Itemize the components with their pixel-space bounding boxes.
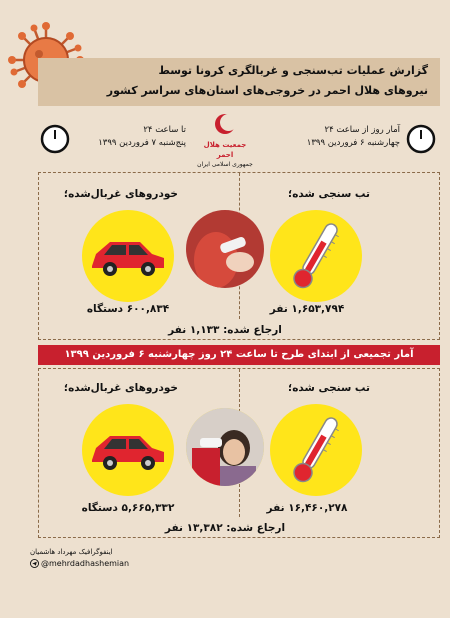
daily-screened-value: ۱,۶۵۳,۷۹۴ نفر bbox=[269, 303, 345, 315]
logo-subtitle: جمهوری اسلامی ایران bbox=[197, 161, 253, 168]
clock-icon bbox=[40, 124, 70, 154]
car-circle bbox=[82, 210, 174, 302]
car-icon bbox=[82, 210, 174, 302]
daily-referred: ارجاع شده: ۱,۱۳۳ نفر bbox=[168, 324, 282, 336]
thermometer-icon bbox=[270, 404, 362, 496]
daily-vehicles-value: ۶۰۰,۸۳۴ دستگاه bbox=[86, 303, 170, 315]
thermometer-circle bbox=[270, 404, 362, 496]
crescent-icon bbox=[213, 112, 237, 136]
credit-handle-row bbox=[30, 559, 129, 568]
period-end-time: تا ساعت ۲۴ bbox=[143, 125, 186, 135]
thermometer-icon bbox=[270, 210, 362, 302]
cumulative-referred: ارجاع شده: ۱۳,۳۸۲ نفر bbox=[164, 522, 286, 534]
title-line-1: گزارش عملیات تب‌سنجی و غربالگری کرونا توسط bbox=[158, 64, 428, 77]
title-box bbox=[38, 58, 440, 106]
credit-handle[interactable]: @mehrdadhashemian bbox=[41, 559, 130, 568]
period-end bbox=[76, 124, 186, 150]
period-end-date: پنج‌شنبه ۷ فروردین ۱۳۹۹ bbox=[98, 138, 186, 148]
period-start-date: چهارشنبه ۶ فروردین ۱۳۹۹ bbox=[306, 138, 400, 148]
period-start bbox=[262, 124, 400, 150]
screening-photo bbox=[186, 408, 264, 486]
thermometer-circle bbox=[270, 210, 362, 302]
cumulative-screened-label: تب سنجی شده؛ bbox=[288, 382, 370, 394]
daily-screened-label: تب سنجی شده؛ bbox=[288, 188, 370, 200]
car-circle bbox=[82, 404, 174, 496]
cumulative-vehicles-value: ۵,۶۶۵,۳۳۲ دستگاه bbox=[81, 502, 175, 514]
cumulative-screened-value: ۱۶,۴۶۰,۲۷۸ نفر bbox=[266, 502, 348, 514]
car-icon bbox=[82, 404, 174, 496]
daily-vehicles-label: خودروهای غربال‌شده؛ bbox=[63, 188, 178, 200]
cumulative-banner: آمار تجمیعی از ابتدای طرح تا ساعت ۲۴ روز چهارشنبه ۶ فروردین ۱۳۹۹ bbox=[38, 345, 440, 365]
credit-author: اینفوگرافیک مهرداد هاشمیان bbox=[30, 548, 113, 556]
red-crescent-logo bbox=[196, 112, 254, 172]
title-line-2: نیروهای هلال احمر در خروجی‌های استان‌های سراسر کشور bbox=[106, 84, 428, 97]
cumulative-vehicles-label: خودروهای غربال‌شده؛ bbox=[63, 382, 178, 394]
period-start-time: آمار روز از ساعت ۲۴ bbox=[324, 125, 400, 135]
telegram-icon bbox=[30, 559, 39, 568]
clock-icon bbox=[406, 124, 436, 154]
logo-name: جمعیت هلال احمر bbox=[203, 141, 247, 159]
screening-photo bbox=[186, 210, 264, 288]
photo-icon bbox=[186, 210, 264, 288]
photo-icon bbox=[186, 408, 264, 486]
